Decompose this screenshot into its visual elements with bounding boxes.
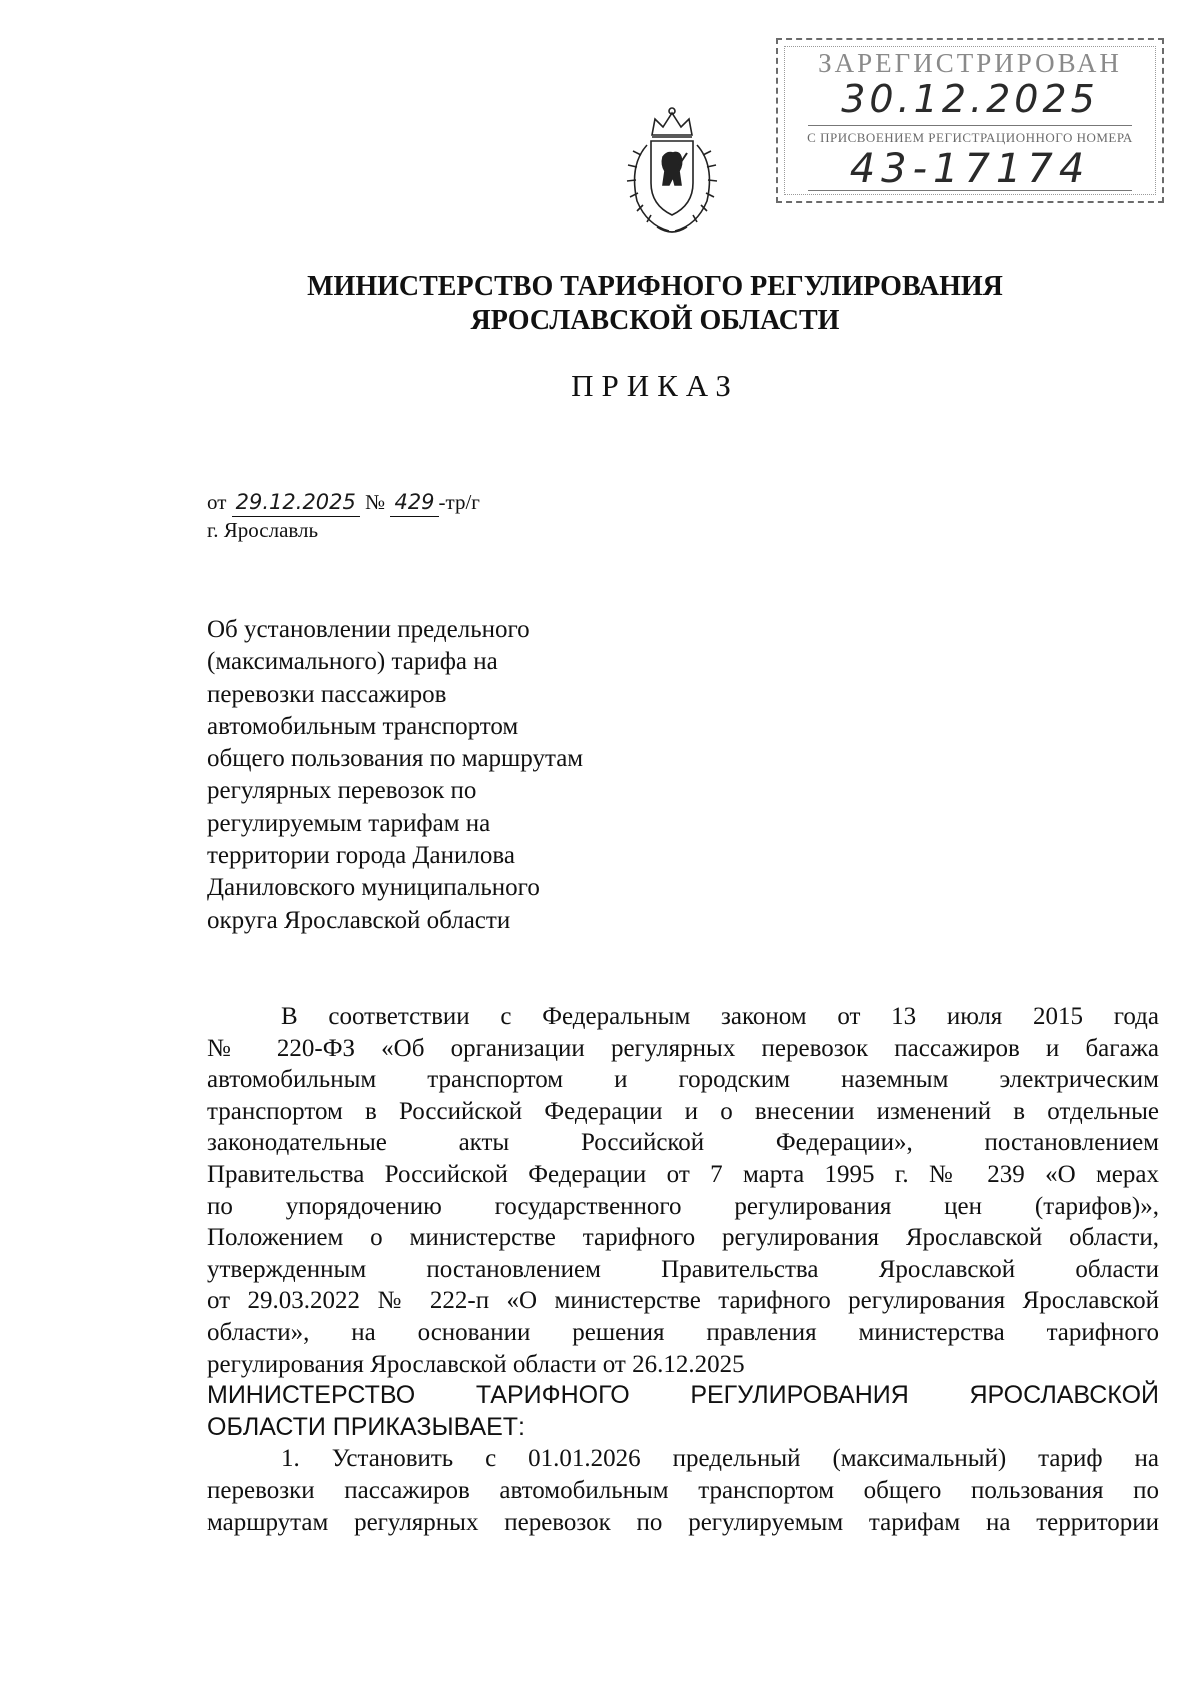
item-line: 1. Установить с 01.01.2026 предельный (максимальный) тариф на [281, 1445, 1159, 1473]
item-line: перевозки пассажиров автомобильным транспортом общего пользования по [207, 1476, 1159, 1504]
preamble-line: по упорядочению государственного регулирования цен (тарифов)», [207, 1192, 1159, 1220]
stamp-date: 30.12.2025 [841, 77, 1099, 121]
subject-line: общего пользования по маршрутам [207, 745, 584, 773]
stamp-title: ЗАРЕГИСТРИРОВАН [818, 48, 1122, 78]
subject-line: округа Ярославской области [207, 906, 511, 934]
item-line: маршрутам регулярных перевозок по регулируемым тарифам на территории [207, 1508, 1159, 1536]
order-subject [207, 614, 677, 937]
stamp-divider [808, 125, 1132, 126]
order-number-suffix: -тр/г [438, 490, 480, 514]
preamble-line: Положением о министерстве тарифного регулирования Ярославской области, [207, 1224, 1159, 1252]
stamp-subtitle: С ПРИСВОЕНИЕМ РЕГИСТРАЦИОННОГО НОМЕРА [807, 130, 1133, 145]
decree-line: МИНИСТЕРСТВО ТАРИФНОГО РЕГУЛИРОВАНИЯ ЯРОСЛАВСКОЙ [207, 1381, 1159, 1410]
from-label: от [207, 490, 227, 514]
preamble-line: от 29.03.2022 № 222-п «О министерстве тарифного регулирования Ярославской [207, 1287, 1159, 1315]
preamble-line: утвержденным постановлением Правительства Ярославской области [207, 1255, 1159, 1283]
decree-line: ОБЛАСТИ ПРИКАЗЫВАЕТ: [207, 1412, 526, 1441]
document-type-title: ПРИКАЗ [571, 368, 739, 403]
preamble-line: Правительства Российской Федерации от 7 марта 1995 г. № 239 «О мерах [207, 1160, 1159, 1188]
preamble-line: В соответствии с Федеральным законом от 13 июля 2015 года [281, 1003, 1159, 1030]
preamble-line: области», на основании решения правления министерства тарифного [207, 1318, 1159, 1346]
coat-of-arms-emblem [607, 105, 737, 240]
subject-line: автомобильным транспортом [207, 712, 519, 740]
subject-line: Об установлении предельного [207, 616, 530, 643]
ministry-heading [110, 270, 1200, 338]
order-number: 429 [390, 488, 438, 517]
preamble-line: № 220-ФЗ «Об организации регулярных перевозок пассажиров и багажа [207, 1034, 1159, 1062]
subject-line: Даниловского муниципального [207, 874, 540, 902]
preamble-line: транспортом в Российской Федерации и о внесении изменений в отдельные [207, 1097, 1159, 1125]
subject-line: территории города Данилова [207, 842, 515, 870]
subject-line: перевозки пассажиров [207, 680, 447, 708]
ministry-heading-line: ЯРОСЛАВСКОЙ ОБЛАСТИ [470, 305, 840, 336]
order-city: г. Ярославль [207, 518, 319, 542]
order-date: 29.12.2025 [232, 488, 360, 517]
registration-stamp [776, 38, 1164, 203]
subject-line: регулируемым тарифам на [207, 809, 491, 837]
stamp-divider [808, 190, 1132, 191]
order-body [207, 1001, 1159, 1538]
ministry-heading-line: МИНИСТЕРСТВО ТАРИФНОГО РЕГУЛИРОВАНИЯ [307, 271, 1003, 302]
stamp-registration-number: 43-17174 [849, 146, 1091, 192]
order-date-number-line [207, 488, 480, 517]
subject-line: регулярных перевозок по [207, 777, 477, 805]
subject-line: (максимального) тарифа на [207, 648, 498, 676]
preamble-line: регулирования Ярославской области от 26.12.2025 [207, 1350, 745, 1378]
number-label: № [365, 490, 386, 514]
preamble-line: автомобильным транспортом и городским наземным электрическим [207, 1066, 1159, 1094]
preamble-line: законодательные акты Российской Федерации», постановлением [207, 1129, 1159, 1157]
